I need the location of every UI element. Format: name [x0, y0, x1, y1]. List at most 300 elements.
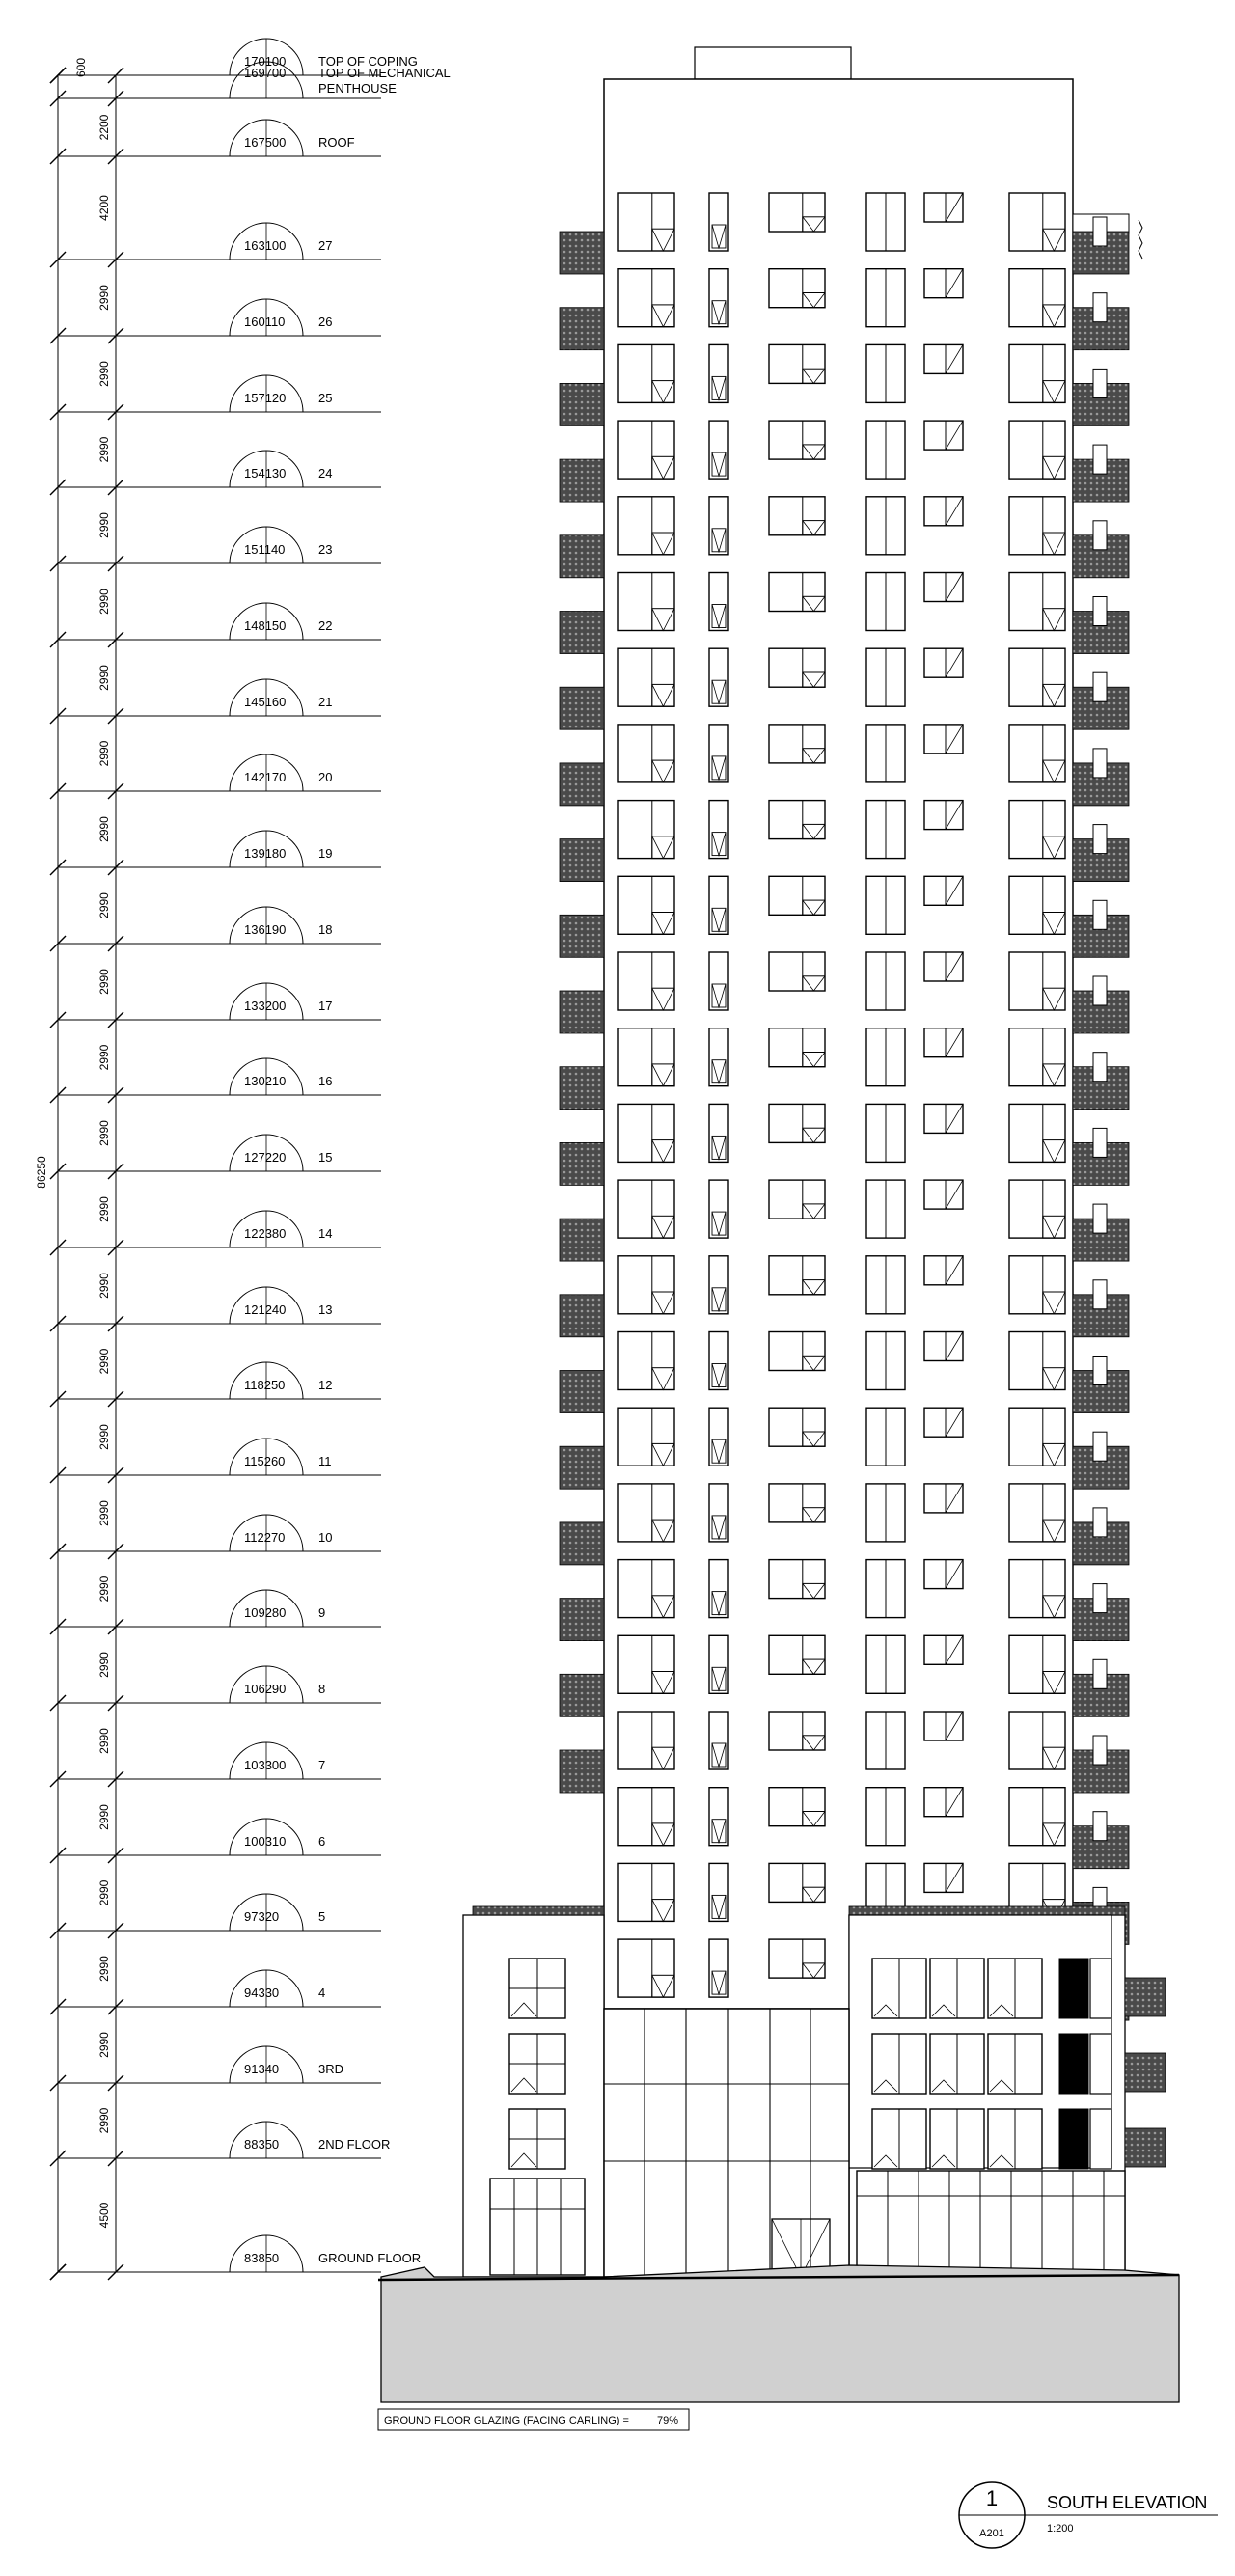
segment-dimension-label: 2990: [97, 1728, 111, 1754]
window-frame: [1009, 1712, 1065, 1769]
roof-railing-icon: [1139, 220, 1142, 259]
storefront-frame: [857, 2171, 1125, 2275]
podium-right-storefront: [857, 2171, 1125, 2275]
dark-panel: [1059, 2109, 1088, 2169]
overall-dimension: [35, 68, 66, 2280]
window-frame: [1090, 2109, 1112, 2169]
level-elevation: 97320: [244, 1909, 280, 1924]
tower-window: [1009, 648, 1065, 706]
level-elevation: 115260: [244, 1454, 286, 1468]
balcony-door: [1093, 217, 1107, 246]
window-frame: [618, 1788, 674, 1846]
level-elevation: 142170: [244, 770, 287, 784]
level-name-line2: PENTHOUSE: [318, 81, 397, 96]
window-frame: [618, 1560, 674, 1618]
tower-window: [769, 193, 825, 232]
tower-window: [1009, 801, 1065, 859]
tower-window: [1009, 1635, 1065, 1693]
balcony-door: [1093, 1128, 1107, 1157]
window-frame: [769, 573, 825, 612]
tower-window: [866, 876, 905, 934]
segment-dimension-label: 2990: [97, 589, 111, 615]
window-frame: [1009, 1180, 1065, 1238]
tower-window: [618, 1939, 674, 1997]
level-name: 22: [318, 618, 333, 633]
tower-window: [709, 952, 728, 1010]
tower-window: [1009, 1332, 1065, 1390]
tower-window: [866, 1484, 905, 1542]
window-frame: [924, 876, 963, 905]
window-frame: [924, 497, 963, 526]
level-elevation: 88350: [244, 2137, 280, 2151]
level-name: 2ND FLOOR: [318, 2137, 391, 2151]
window-frame: [618, 952, 674, 1010]
window-frame: [618, 1180, 674, 1238]
tower-window: [924, 421, 963, 450]
tower-window: [618, 1028, 674, 1086]
window-frame: [618, 1635, 674, 1693]
level-elevation: 127220: [244, 1150, 287, 1165]
tower-window: [924, 648, 963, 677]
level-name: 11: [318, 1454, 332, 1468]
window-frame: [924, 1484, 963, 1513]
balcony-door: [1093, 1204, 1107, 1233]
tower-window: [924, 876, 963, 905]
tower-window: [769, 801, 825, 839]
window-frame: [1009, 344, 1065, 402]
balcony-right: [1125, 2053, 1166, 2092]
balcony-left: [560, 1295, 604, 1337]
tower-window: [924, 1863, 963, 1892]
tower-window: [866, 1408, 905, 1466]
segment-dimension-label: 2990: [97, 1424, 111, 1450]
balcony-left: [560, 308, 604, 350]
tower-window: [924, 344, 963, 373]
level-name: TOP OF MECHANICAL: [318, 66, 451, 80]
tower-window: [709, 1788, 728, 1846]
window-frame: [1009, 269, 1065, 327]
level-elevation: 169700: [244, 66, 287, 80]
level-elevation: 118250: [244, 1378, 286, 1392]
segment-dimension-label: 2990: [97, 1652, 111, 1678]
window-frame: [769, 421, 825, 459]
tower-window: [1009, 573, 1065, 631]
window-frame: [924, 1028, 963, 1057]
window-frame: [769, 1028, 825, 1067]
balcony-left: [560, 991, 604, 1033]
level-elevation: 148150: [244, 618, 287, 633]
tower-window: [1009, 1560, 1065, 1618]
tower-window: [866, 725, 905, 782]
tower-window: [709, 1256, 728, 1314]
tower-window: [709, 497, 728, 555]
balcony-door: [1093, 1584, 1107, 1613]
tower-window: [709, 344, 728, 402]
level-elevation: 121240: [244, 1302, 287, 1317]
window-frame: [769, 1635, 825, 1674]
tower-window: [924, 1104, 963, 1133]
tower-window: [709, 801, 728, 859]
podium-left-window: [509, 1959, 565, 2018]
window-frame: [1009, 193, 1065, 251]
tower-window: [709, 1560, 728, 1618]
level-elevation: 133200: [244, 999, 287, 1013]
window-frame: [1009, 573, 1065, 631]
tower-window: [769, 952, 825, 991]
tower-window: [866, 344, 905, 402]
tower-window: [866, 1256, 905, 1314]
tower-window: [924, 1635, 963, 1664]
window-frame: [618, 1104, 674, 1162]
balcony-door: [1093, 825, 1107, 854]
level-elevation: 139180: [244, 846, 287, 861]
tower-window: [866, 1712, 905, 1769]
tower-window: [924, 1560, 963, 1589]
tower-window: [709, 421, 728, 479]
balcony-door: [1093, 900, 1107, 929]
tower-window: [618, 1635, 674, 1693]
balcony-left: [560, 1750, 604, 1793]
level-elevation: 112270: [244, 1530, 286, 1545]
tower-window: [769, 1256, 825, 1295]
level-elevation: 154130: [244, 466, 287, 480]
tower-window: [709, 1939, 728, 1997]
window-frame: [618, 1408, 674, 1466]
balcony-left: [560, 383, 604, 425]
balcony-left: [560, 915, 604, 957]
tower-window: [618, 801, 674, 859]
podium-left-parapet: [473, 1906, 604, 1915]
window-frame: [618, 1256, 674, 1314]
segment-dimension-label: 2990: [97, 1804, 111, 1830]
segment-dimension-label: 2990: [97, 1956, 111, 1982]
window-frame: [1090, 2034, 1112, 2094]
level-marker: [50, 1590, 381, 1703]
balcony-door: [1093, 1659, 1107, 1688]
balcony-door: [1093, 293, 1107, 322]
level-name: 24: [318, 466, 333, 480]
tower-window: [924, 1712, 963, 1740]
tower-window: [769, 1408, 825, 1446]
segment-dimension-label: 2990: [97, 285, 111, 311]
title-text: SOUTH ELEVATION: [1047, 2493, 1208, 2512]
window-frame: [769, 725, 825, 763]
segment-dimension-label: 2990: [97, 1348, 111, 1375]
balcony-door: [1093, 1508, 1107, 1537]
tower-window: [769, 876, 825, 915]
window-frame: [769, 269, 825, 308]
level-name: 25: [318, 391, 333, 405]
tower-window: [924, 952, 963, 981]
tower-window: [709, 573, 728, 631]
window-frame: [618, 344, 674, 402]
mechanical-penthouse: [695, 47, 851, 79]
tower-window: [618, 1484, 674, 1542]
level-elevation: 170100: [244, 54, 287, 69]
window-frame: [1009, 648, 1065, 706]
window-frame: [924, 193, 963, 222]
tower-window: [1009, 1028, 1065, 1086]
title-sheet: A201: [979, 2528, 1004, 2539]
level-markers: [50, 39, 451, 2280]
segment-dimension-label: 2990: [97, 1120, 111, 1146]
level-marker: [50, 1515, 381, 1627]
segment-dimension-label: 2990: [97, 361, 111, 387]
window-frame: [769, 344, 825, 383]
window-frame: [769, 1788, 825, 1826]
tower-window: [866, 1028, 905, 1086]
tower-window: [866, 801, 905, 859]
level-elevation: 167500: [244, 135, 287, 150]
window-frame: [924, 725, 963, 754]
window-frame: [924, 1863, 963, 1892]
window-frame: [769, 648, 825, 687]
window-frame: [924, 421, 963, 450]
window-frame: [769, 801, 825, 839]
tower-window: [1009, 1712, 1065, 1769]
window-frame: [769, 1939, 825, 1978]
tower-window: [769, 725, 825, 763]
tower-window: [618, 1332, 674, 1390]
balcony-left: [560, 1067, 604, 1110]
podium-left-window: [509, 2109, 565, 2169]
level-marker: [50, 1666, 381, 1779]
window-frame: [924, 1635, 963, 1664]
segment-dimension-label: 2990: [97, 892, 111, 918]
balcony-door: [1093, 672, 1107, 701]
window-frame: [1009, 1028, 1065, 1086]
ground-section: [381, 2265, 1179, 2402]
tower-window: [1009, 344, 1065, 402]
level-elevation: 136190: [244, 922, 287, 937]
balcony-left: [560, 1522, 604, 1565]
window-frame: [618, 269, 674, 327]
window-frame: [618, 497, 674, 555]
segment-dimension-label: 2990: [97, 436, 111, 463]
tower-window: [1009, 269, 1065, 327]
tower-window: [709, 1712, 728, 1769]
tower-window: [709, 1484, 728, 1542]
level-elevation: 157120: [244, 391, 287, 405]
tower-window: [866, 1332, 905, 1390]
balcony-left: [560, 1219, 604, 1261]
window-frame: [924, 952, 963, 981]
level-elevation: 163100: [244, 238, 287, 253]
tower-window: [618, 1712, 674, 1769]
tower-window: [618, 1256, 674, 1314]
tower-window: [709, 193, 728, 251]
window-frame: [924, 1408, 963, 1437]
tower-window: [866, 193, 905, 251]
glazing-note-text: GROUND FLOOR GLAZING (FACING CARLING) =: [384, 2415, 629, 2426]
window-frame: [924, 1712, 963, 1740]
tower-window: [769, 1939, 825, 1978]
level-marker: [50, 1819, 381, 1931]
tower-window: [709, 1104, 728, 1162]
tower-window: [769, 344, 825, 383]
tower-window: [769, 1863, 825, 1902]
tower-window: [618, 952, 674, 1010]
balcony-left: [560, 612, 604, 654]
tower-window: [769, 1560, 825, 1599]
level-name: 7: [318, 1758, 326, 1772]
tower-window: [1009, 421, 1065, 479]
building-elevation: [378, 47, 1179, 2402]
tower-window: [924, 1180, 963, 1209]
podium-left-storefront: [490, 2179, 585, 2275]
tower-window: [924, 1028, 963, 1057]
balcony-right: [1125, 1978, 1166, 2016]
level-name: 9: [318, 1605, 326, 1620]
tower-window: [618, 1408, 674, 1466]
balcony-left: [560, 763, 604, 806]
balcony-left: [560, 687, 604, 729]
title-block: [959, 2482, 1218, 2548]
level-elevation: 91340: [244, 2062, 280, 2076]
window-frame: [924, 1788, 963, 1817]
balcony-right: [1125, 2128, 1166, 2167]
tower-window: [1009, 725, 1065, 782]
segment-dimension-label: 600: [74, 57, 88, 78]
window-frame: [1009, 1484, 1065, 1542]
window-frame: [924, 1256, 963, 1285]
tower-window: [769, 1484, 825, 1522]
tower-window: [924, 1788, 963, 1817]
tower-window: [924, 1408, 963, 1437]
tower-window: [866, 421, 905, 479]
window-frame: [618, 193, 674, 251]
level-marker: [50, 1742, 381, 1855]
window-frame: [618, 421, 674, 479]
tower-window: [618, 421, 674, 479]
window-frame: [1009, 801, 1065, 859]
tower-window: [924, 573, 963, 602]
tower-window: [924, 1256, 963, 1285]
tower-window: [1009, 952, 1065, 1010]
tower-window: [618, 573, 674, 631]
window-frame: [769, 193, 825, 232]
segment-dimension-label: 4200: [97, 195, 111, 221]
level-elevation: 130210: [244, 1074, 287, 1088]
window-frame: [769, 1484, 825, 1522]
segment-dimension-label: 2990: [97, 665, 111, 691]
tower-window: [769, 1635, 825, 1674]
segment-dimension-label: 2990: [97, 2107, 111, 2134]
segment-dimension-label: 2990: [97, 512, 111, 538]
tower-window: [709, 1028, 728, 1086]
tower-window: [618, 725, 674, 782]
segment-dimension-label: 2990: [97, 816, 111, 842]
tower-window: [709, 269, 728, 327]
level-elevation: 109280: [244, 1605, 287, 1620]
tower-window: [709, 1180, 728, 1238]
level-name: TOP OF COPING: [318, 54, 418, 69]
window-frame: [618, 1484, 674, 1542]
level-elevation: 103300: [244, 1758, 287, 1772]
tower-window: [866, 1104, 905, 1162]
tower-window: [618, 497, 674, 555]
tower-window: [866, 573, 905, 631]
level-name: 18: [318, 922, 333, 937]
level-elevation: 151140: [244, 542, 286, 557]
tower-window: [769, 1104, 825, 1142]
window-frame: [618, 725, 674, 782]
tower-window: [709, 1863, 728, 1921]
level-marker: [50, 1362, 381, 1475]
tower-window: [1009, 1104, 1065, 1162]
level-name: 21: [318, 695, 333, 709]
level-marker: [50, 2122, 390, 2272]
tower-window: [1009, 497, 1065, 555]
balcony-door: [1093, 1280, 1107, 1309]
window-frame: [769, 1180, 825, 1219]
segment-dimension-label: 2990: [97, 1273, 111, 1299]
tower-window: [709, 725, 728, 782]
window-frame: [924, 1332, 963, 1361]
window-frame: [1009, 952, 1065, 1010]
tower-window: [866, 952, 905, 1010]
balcony-door: [1093, 1432, 1107, 1461]
level-name: 16: [318, 1074, 333, 1088]
level-name: 23: [318, 542, 333, 557]
level-elevation: 94330: [244, 1986, 280, 2000]
balcony-left: [560, 839, 604, 882]
tower-window: [1009, 1788, 1065, 1846]
podium-left-window: [509, 2034, 565, 2094]
window-frame: [1009, 1788, 1065, 1846]
balcony-left: [560, 1674, 604, 1716]
tower-window: [866, 497, 905, 555]
level-elevation: 83850: [244, 2251, 280, 2265]
level-marker: [50, 1894, 381, 2007]
window-frame: [1009, 1104, 1065, 1162]
tower-window: [618, 1180, 674, 1238]
lobby-curtain-wall: [604, 2009, 849, 2277]
window-frame: [924, 648, 963, 677]
tower-window: [709, 1408, 728, 1466]
balcony-door: [1093, 521, 1107, 550]
tower-window: [866, 648, 905, 706]
window-frame: [924, 1104, 963, 1133]
tower-window: [866, 1635, 905, 1693]
tower-window: [618, 269, 674, 327]
segment-dimension-label: 2200: [97, 114, 111, 141]
balcony-door: [1093, 369, 1107, 397]
tower-window: [769, 1028, 825, 1067]
tower-window: [1009, 1408, 1065, 1466]
tower-window: [866, 1788, 905, 1846]
tower-window: [769, 1180, 825, 1219]
tower-window: [769, 573, 825, 612]
tower-window: [924, 801, 963, 830]
level-marker: [50, 2235, 421, 2280]
tower-window: [924, 1332, 963, 1361]
tower-window: [709, 648, 728, 706]
window-frame: [769, 952, 825, 991]
title-scale: 1:200: [1047, 2523, 1074, 2535]
balcony-door: [1093, 1053, 1107, 1082]
level-name: 14: [318, 1226, 333, 1241]
balcony-left: [560, 459, 604, 502]
tower-window: [618, 1863, 674, 1921]
window-frame: [1090, 1959, 1112, 2018]
tower-window: [769, 497, 825, 535]
tower-window: [866, 269, 905, 327]
tower-window: [1009, 1484, 1065, 1542]
window-frame: [769, 497, 825, 535]
tower-window: [709, 876, 728, 934]
level-name: 27: [318, 238, 333, 253]
